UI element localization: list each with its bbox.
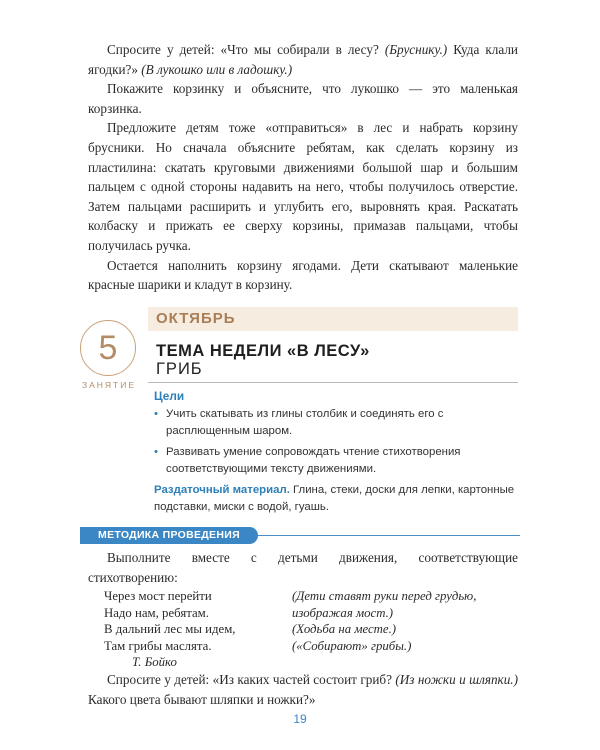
poem-action: (Ходьба на месте.) — [292, 622, 397, 637]
page-number: 19 — [293, 712, 307, 726]
goals-heading: Цели — [154, 389, 185, 403]
goal-item: • Учить скатывать из глины столбик и соединять его с расплющенным шаром. — [154, 408, 444, 438]
materials-text: Раздаточный материал. Глина, стеки, доски для лепки, картонные подставки, миски с водой, гуашь. — [154, 484, 515, 514]
week-theme-heading: ТЕМА НЕДЕЛИ «В ЛЕСУ» — [156, 342, 370, 360]
intro-paragraph-4: Остается наполнить корзину ягодами. Дети скатывают маленькие красные шарики и кладут в корзину. — [88, 257, 518, 293]
method-intro: Выполните вместе с детьми движения, соответствующие стихотворению: — [88, 550, 518, 585]
intro-paragraph-1: Спросите у детей: «Что мы собирали в лесу? (Бруснику.) Куда клали ягодки?» (В лукошко или в ладошку.) — [88, 42, 518, 77]
method-banner: МЕТОДИКА ПРОВЕДЕНИЯ — [80, 527, 258, 544]
lesson-title: ГРИБ — [156, 360, 203, 378]
materials-label: Раздаточный материал. — [154, 484, 290, 497]
closing-text: Спросите у детей: «Из каких частей состоит гриб? (Из ножки и шляпки.) Какого цвета бывают шляпки и ножки?» — [88, 672, 518, 707]
poem-line: Там грибы маслята. — [104, 638, 212, 653]
poem-line: В дальний лес мы идем, — [104, 622, 236, 637]
intro-paragraph-3: Предложите детям тоже «отправиться» в лес и набрать корзину брусники. Но сначала объясните ребятам, как сделать корзину из пластилина: скатать круговыми движениями большой шар и большим пальцем с одной стороны надавить на него, чтобы получилось отверстие. Затем пальцами расширить и углубить его, выровнять края. Раскатать колбаску и прижать ее сверху корзины, примазав пальцами, чтобы получилась ручка. — [88, 120, 518, 253]
poem-actions — [292, 588, 476, 654]
lesson-goals — [154, 388, 518, 516]
bullet-icon: • — [154, 445, 158, 458]
poem-action: (Дети ставят руки перед грудью, — [292, 589, 477, 603]
intro-text — [88, 40, 518, 295]
goal-item: • Развивать умение сопровождать чтение стихотворения соответствующими тексту движениями. — [154, 445, 461, 475]
poem-line: Через мост перейти — [104, 589, 212, 603]
poem-action: изображая мост.) — [292, 605, 394, 620]
month-header: ОКТЯБРЬ — [148, 307, 518, 331]
poem-author: Т. Бойко — [132, 655, 177, 670]
lesson-number-badge: 5 — [80, 320, 136, 376]
poem-action: («Собирают» грибы.) — [292, 638, 412, 653]
lesson-label: ЗАНЯТИЕ — [81, 380, 137, 390]
bullet-icon: • — [154, 408, 158, 421]
poem — [104, 588, 236, 671]
heading-divider — [148, 382, 518, 383]
intro-paragraph-2: Покажите корзинку и объясните, что лукошко — это маленькая корзинка. — [88, 81, 518, 116]
poem-line: Надо нам, ребятам. — [104, 605, 209, 620]
